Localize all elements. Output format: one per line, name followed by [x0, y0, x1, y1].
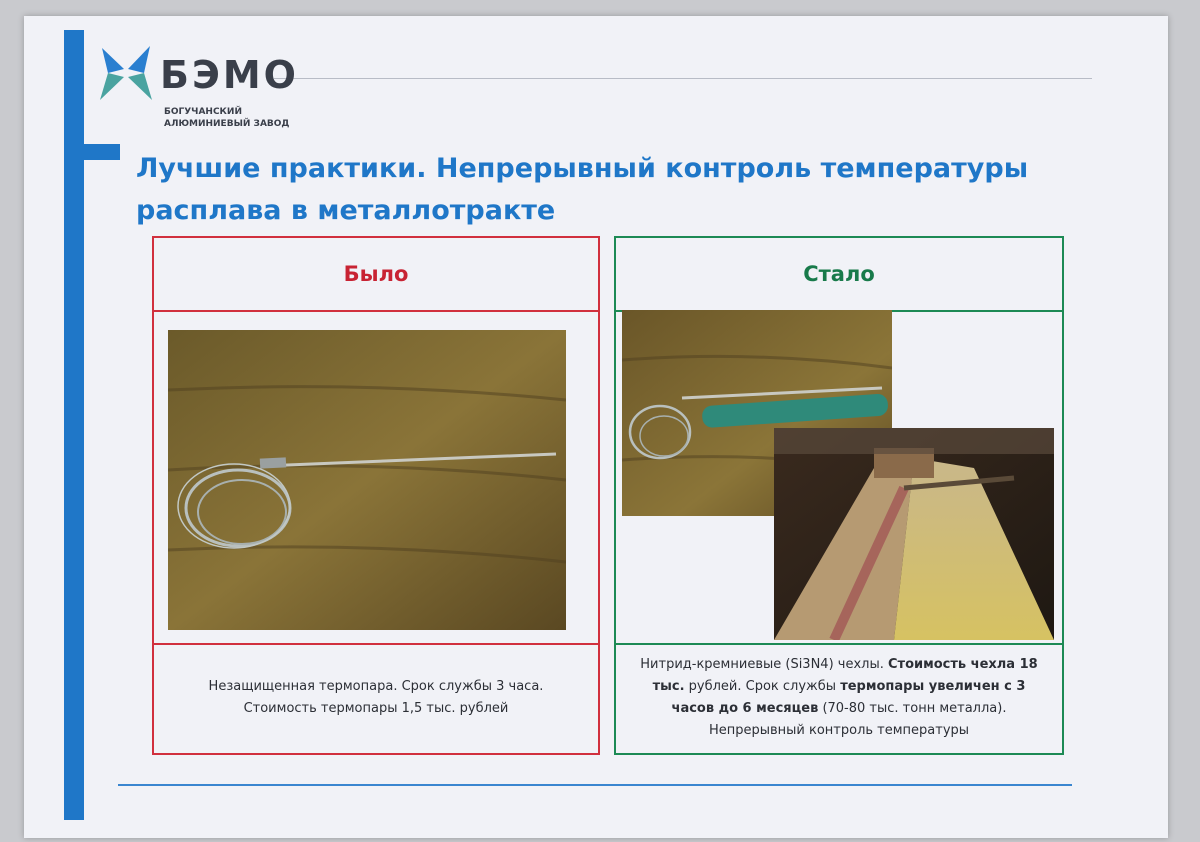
logo-icon	[96, 42, 156, 104]
before-text-line: Незащищенная термопара. Срок службы 3 часа.	[208, 679, 544, 694]
slide-sheet	[24, 16, 1168, 838]
footer-rule	[118, 784, 1072, 786]
logo-subtitle-line: АЛЮМИНИЕВЫЙ ЗАВОД	[164, 119, 290, 129]
logo-subtitle-line: БОГУЧАНСКИЙ	[164, 107, 242, 117]
melt-channel-photo	[774, 428, 1054, 640]
slide-title: Лучшие практики. Непрерывный контроль температуры расплава в металлотракте	[136, 153, 1029, 226]
before-text-line: Стоимость термопары 1,5 тыс. рублей	[243, 701, 509, 716]
accent-bar-horizontal	[64, 144, 120, 160]
before-heading: Было	[154, 238, 598, 312]
after-photo-area	[616, 312, 1062, 645]
thermocouple-photo	[168, 330, 566, 630]
before-panel	[152, 236, 600, 755]
after-text: (70-80 тыс. тонн металла).	[818, 701, 1007, 716]
logo-subtitle	[164, 106, 289, 130]
header-rule	[274, 78, 1092, 79]
after-panel	[614, 236, 1064, 755]
before-description	[154, 645, 598, 751]
after-heading: Стало	[616, 238, 1062, 312]
before-photo-area	[154, 312, 598, 645]
after-text-bold: термопары увеличен с 3 часов до 6 месяцев	[671, 679, 1026, 716]
after-text-bold: Стоимость чехла 18 тыс.	[652, 657, 1038, 694]
logo-name: БЭМО	[160, 53, 299, 97]
after-text: рублей. Срок службы	[684, 679, 841, 694]
after-text: Непрерывный контроль температуры	[708, 723, 970, 738]
after-description	[616, 645, 1062, 751]
after-text: Нитрид-кремниевые (Si3N4) чехлы.	[640, 657, 888, 672]
